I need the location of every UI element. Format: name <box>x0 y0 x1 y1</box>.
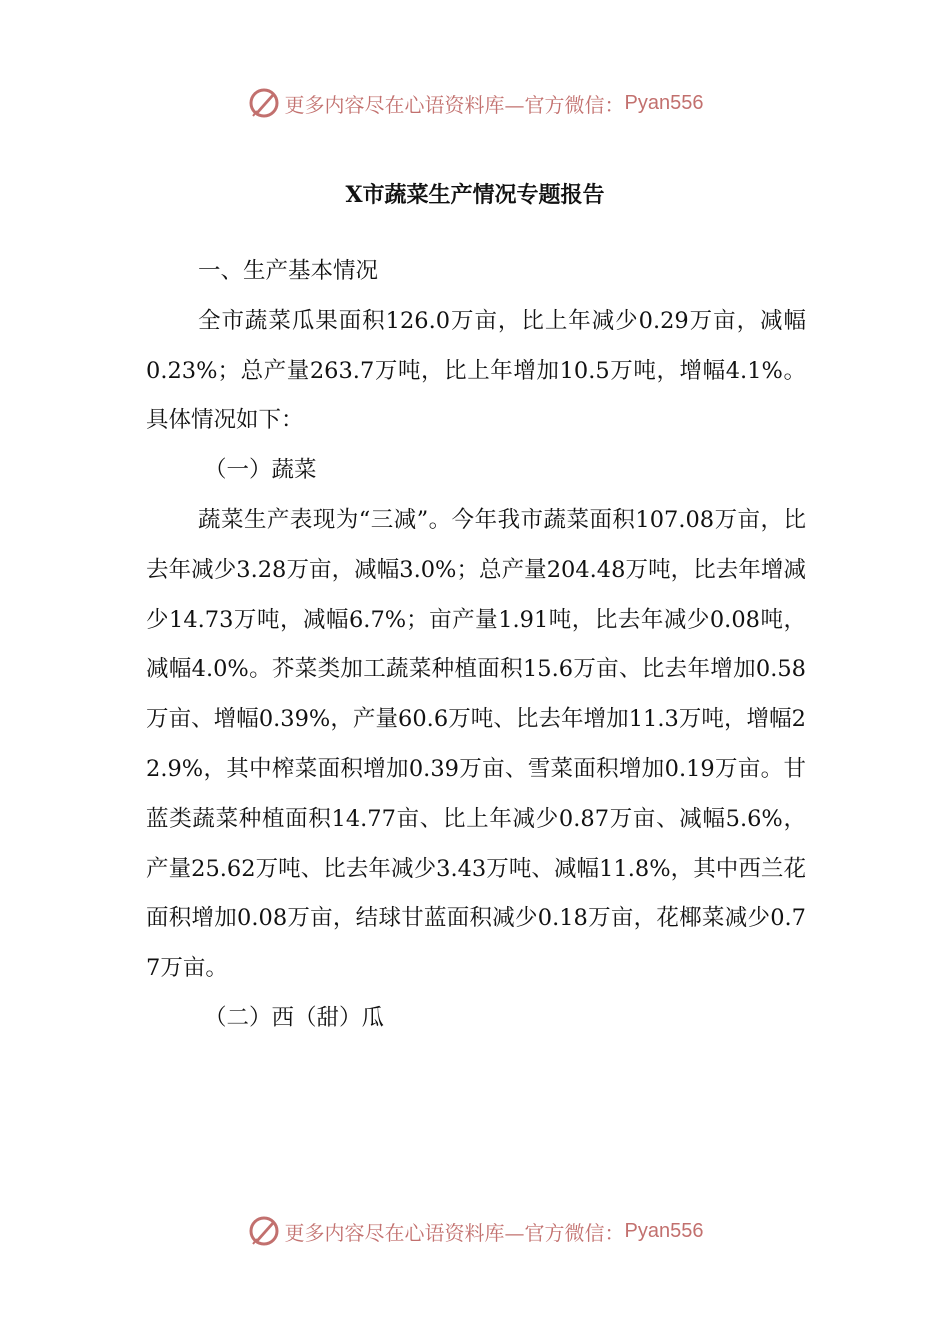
footer-watermark <box>0 1214 950 1248</box>
watermark-wechat-id: Pyan556 <box>624 91 704 114</box>
pen-logo-icon <box>247 1214 281 1248</box>
section-heading: 一、生产基本情况 <box>198 258 379 284</box>
watermark-wechat-id: Pyan556 <box>624 1219 704 1242</box>
watermark-text: 更多内容尽在心语资料库—官方微信： <box>284 1220 625 1245</box>
watermark-text: 更多内容尽在心语资料库—官方微信： <box>284 92 625 117</box>
subsection-heading-melons: （二）西（甜）瓜 <box>204 1004 385 1031</box>
document-body <box>146 247 806 1044</box>
header-watermark <box>0 86 950 120</box>
paragraph-vegetables: 蔬菜生产表现为“三减”。今年我市蔬菜面积107.08万亩，比去年减少3.28万亩，减幅3.0%；总产量204.48万吨，比去年增减少14.73万吨，减幅6.7%；亩产量1.91吨，比去年减少0.08吨，减幅4.0%。芥菜类加工蔬菜种植面积15.6万亩、比去年增加0.58万亩、增幅0.39%，产量60.6万吨、比去年增加11.3万吨，增幅22.9%，其中榨菜面积增加0.39万亩、雪菜面积增加0.19万亩。甘蓝类蔬菜种植面积14.77亩、比上年减少0.87万亩、减幅5.6%，产量25.62万吨、比去年减少3.43万吨、减幅11.8%，其中西兰花面积增加0.08万亩，结球甘蓝面积减少0.18万亩，花椰菜减少0.77万亩。 <box>146 506 807 982</box>
paragraph-summary: 全市蔬菜瓜果面积126.0万亩，比上年减少0.29万亩，减幅0.23%；总产量263.7万吨，比上年增加10.5万吨，增幅4.1%。具体情况如下： <box>146 307 806 434</box>
subsection-heading-vegetables: （一）蔬菜 <box>204 457 317 484</box>
document-title: X市蔬菜生产情况专题报告 <box>345 182 605 208</box>
pen-logo-icon <box>247 86 281 120</box>
